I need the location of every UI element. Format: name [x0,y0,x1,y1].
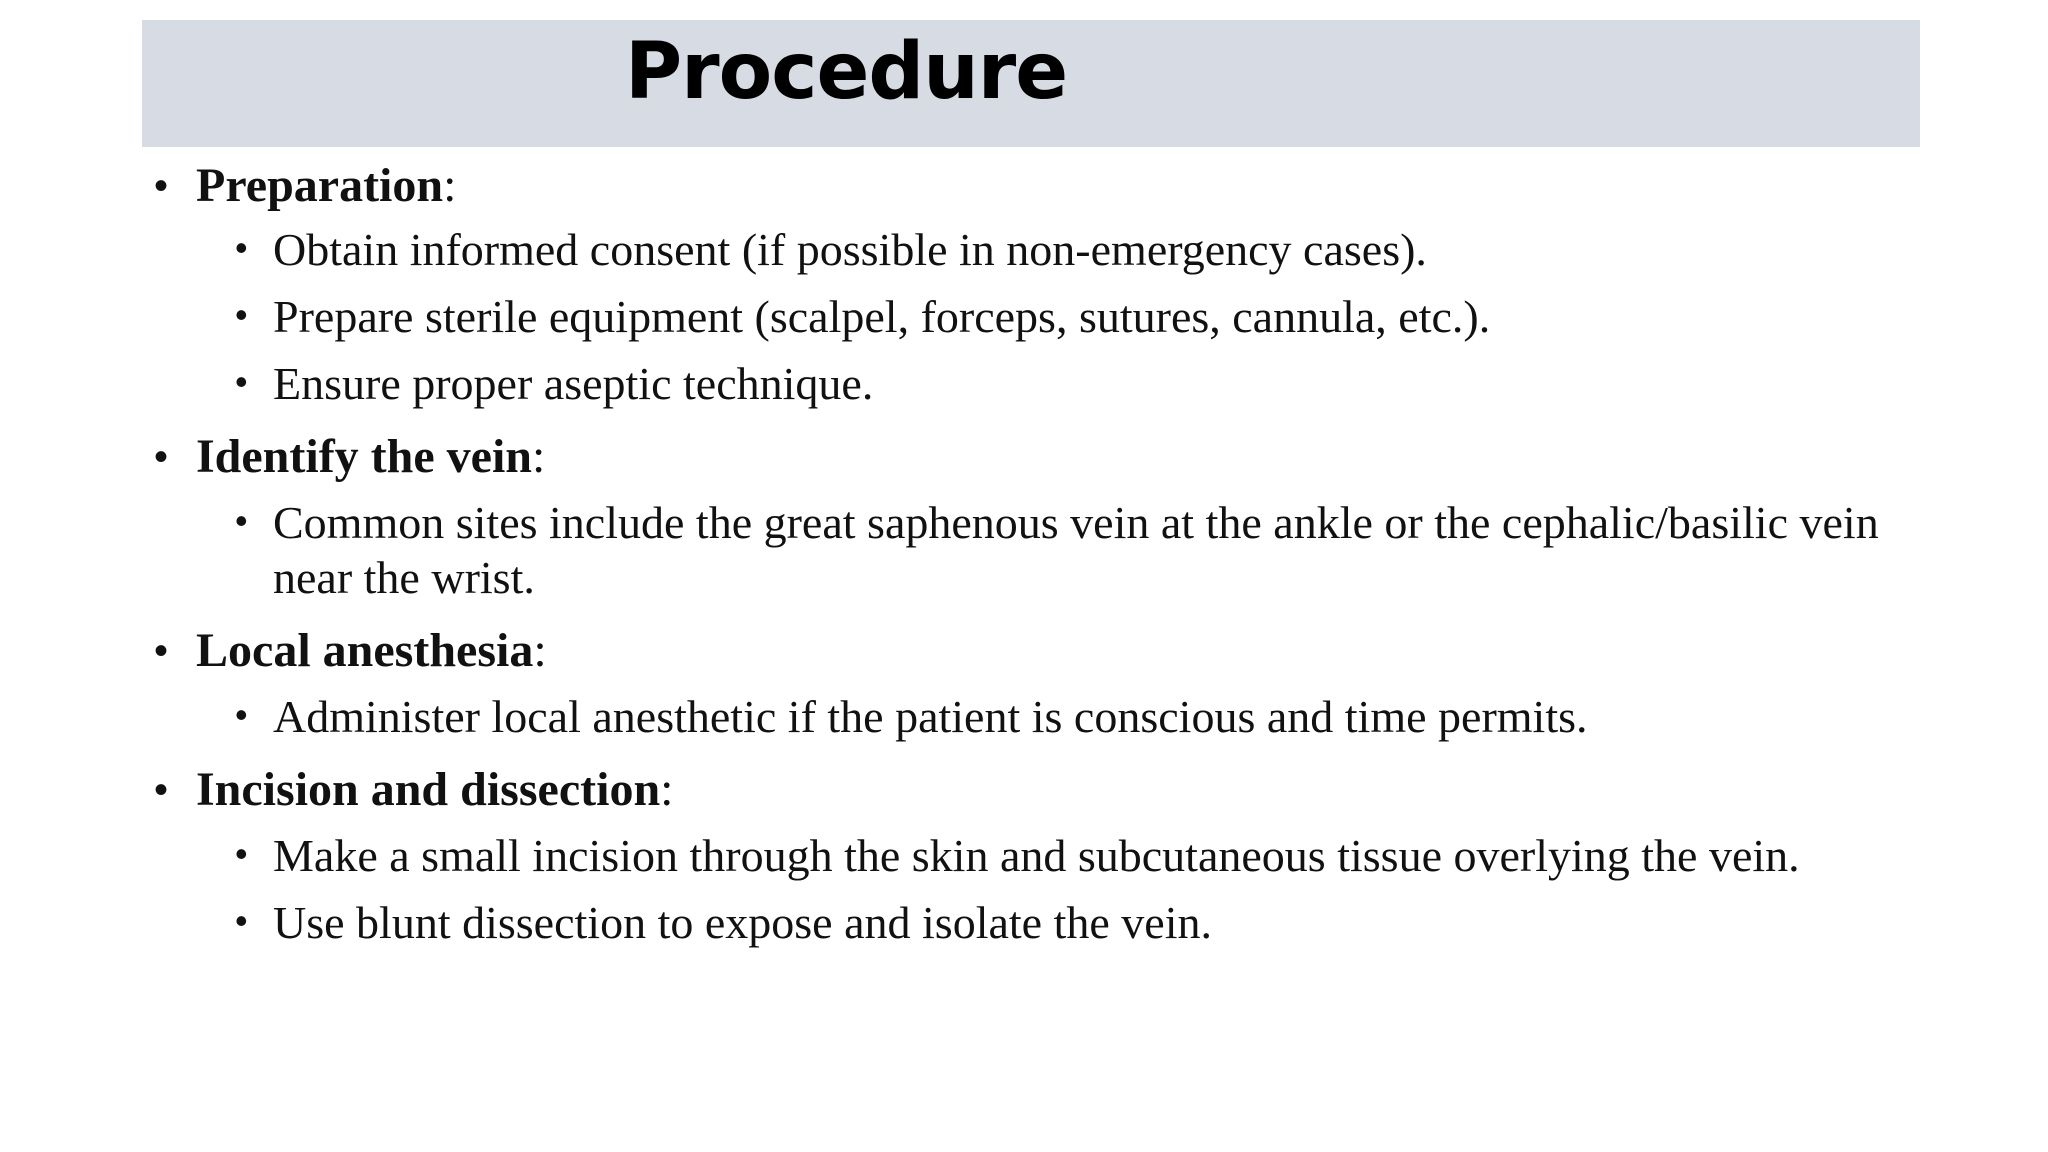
level2-bullet [150,222,1910,277]
bullet-icon: • [154,164,169,208]
section-heading: Preparation [196,159,444,212]
level2-bullet [150,289,1910,344]
heading-suffix: : [533,624,547,677]
section-incision-and-dissection [150,762,1910,950]
bullet-icon: • [235,833,248,874]
level2-bullet [150,689,1910,744]
bullet-icon: • [154,768,169,812]
bullet-text: Prepare sterile equipment (scalpel, forceps, sutures, cannula, etc.). [273,291,1491,342]
level2-bullet [150,895,1910,950]
bullet-text: Make a small incision through the skin and subcutaneous tissue overlying the vein. [273,830,1800,881]
bullet-icon: • [154,629,169,673]
level1-bullet [150,623,1910,679]
bullet-icon: • [235,294,248,335]
section-heading: Incision and dissection [196,763,661,816]
bullet-text: Common sites include the great saphenous vein at the ankle or the cephalic/basilic vein near the wrist. [273,497,1879,603]
level2-bullet [150,356,1910,411]
bullet-icon: • [235,227,248,268]
heading-suffix: : [532,430,546,483]
level1-bullet [150,158,1910,214]
bullet-icon: • [235,361,248,402]
section-identify-the-vein [150,429,1910,605]
slide-title: Procedure [625,27,1068,117]
section-local-anesthesia [150,623,1910,744]
level1-bullet [150,429,1910,485]
section-heading: Local anesthesia [196,624,534,677]
bullet-list [150,158,1910,950]
bullet-icon: • [235,900,248,941]
level2-bullet [150,495,1910,605]
section-heading: Identify the vein [196,430,532,483]
bullet-text: Administer local anesthetic if the patient is conscious and time permits. [273,691,1588,742]
bullet-text: Ensure proper aseptic technique. [273,358,874,409]
level1-bullet [150,762,1910,818]
bullet-icon: • [235,500,248,541]
heading-suffix: : [443,159,457,212]
heading-suffix: : [660,763,674,816]
bullet-text: Use blunt dissection to expose and isolate the vein. [273,897,1212,948]
bullet-icon: • [235,694,248,735]
section-preparation [150,158,1910,411]
bullet-icon: • [154,435,169,479]
level2-bullet [150,828,1910,883]
bullet-text: Obtain informed consent (if possible in non-emergency cases). [273,224,1427,275]
